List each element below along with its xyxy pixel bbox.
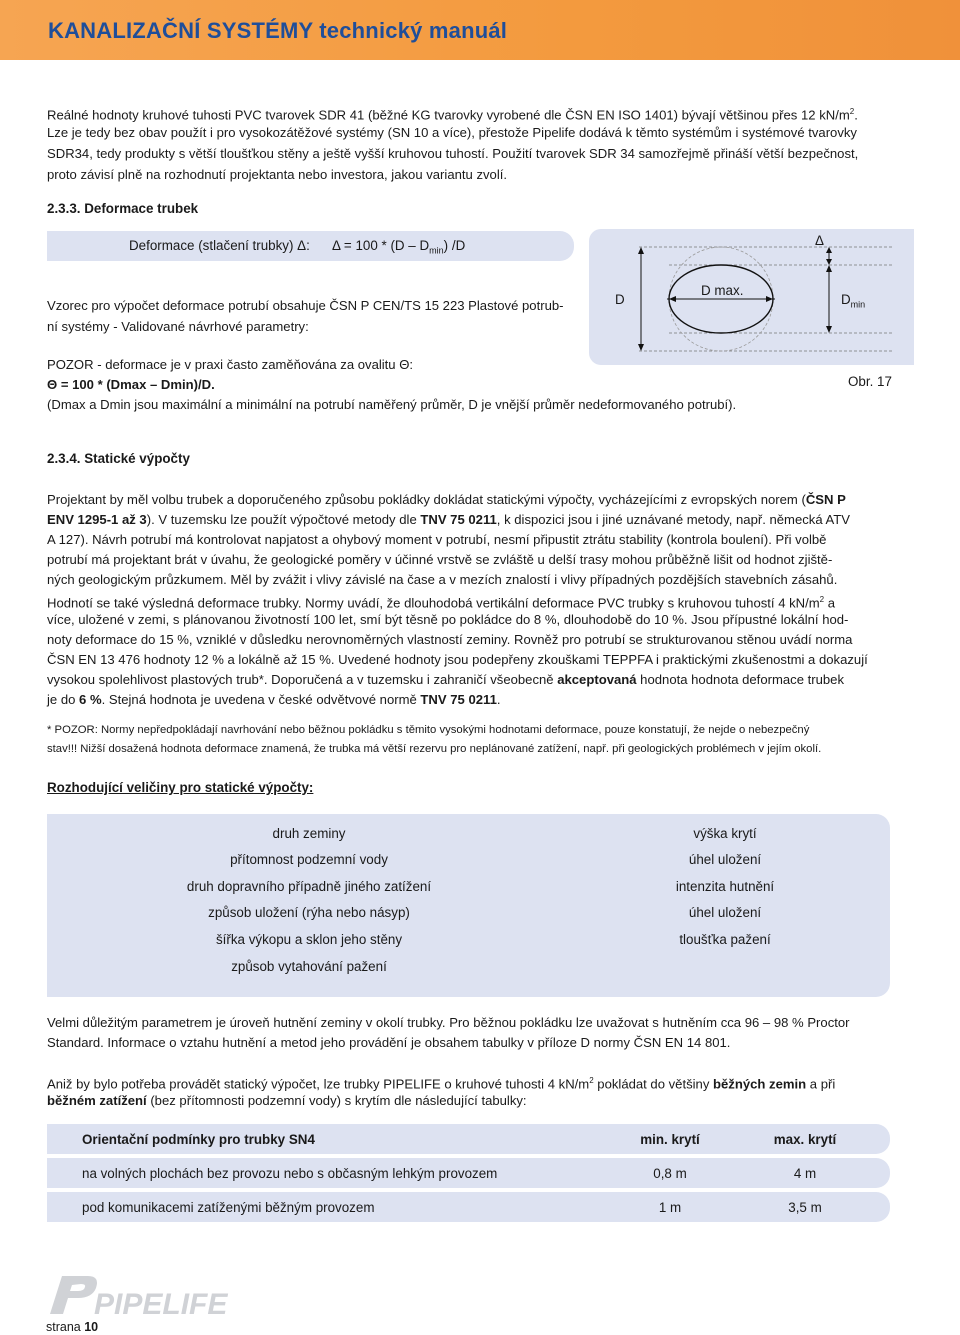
formula-expression: $\Delta = 100 * (D - D_{min})$ /D (332, 238, 466, 256)
delta-label: Δ (815, 233, 824, 248)
table-cell-conditions: pod komunikacemi zatíženými běžným provozem (82, 1200, 375, 1215)
table-cell-conditions: na volných plochách bez provozu nebo s občasným lehkým provozem (82, 1166, 498, 1181)
param-right-4: úhel uložení (688, 905, 762, 920)
param-left-1: druh zeminy (272, 826, 346, 841)
table-cell-max: 4 m (793, 1166, 817, 1181)
param-right-5: tloušťka pažení (679, 932, 771, 947)
intro-line-3: SDR34, tedy produkty s větší tloušťkou stěny a ještě vyšší kruhovou tuhostí. Použití tvarovek SDR 34 samozřejmě přináší větší bezpečnost, (47, 146, 859, 161)
table-header-row (47, 1124, 890, 1154)
intro-line-2: Lze je tedy bez obav použít i pro vysokozátěžové systémy (SN 10 a více), přestože Pipelife dodává k těmto systémům i systémové tvarovky (47, 125, 857, 140)
page-number: strana 10 (46, 1320, 99, 1334)
param-left-5: šířka výkopu a sklon jeho stěny (215, 932, 403, 947)
pipe-deformation-diagram (589, 229, 914, 365)
dmax-label: D max. (701, 283, 744, 298)
formula-label: Deformace (stlačení trubky) Δ: (129, 238, 310, 253)
p1-line-5: ných geologickým průzkumem. Měl by zvážit i vlivy závislé na čase a v mezích znalostí i vlivy případných pozdějších stavebních zásahů. (47, 572, 838, 587)
cover-table (47, 1124, 890, 1226)
p1-line-1: Projektant by měl volbu trubek a doporučeného způsobu pokládky dokládat statickými výpočty, vycházejícími z evropských norem (ČSN P (47, 492, 846, 507)
intro-line-4: proto závisí plně na rozhodnutí projektanta nebo investora, jakou variantu zvolí. (47, 167, 508, 182)
pozor-line-3: (Dmax a Dmin jsou maximální a minimální na potrubí naměřený průměr, D je vnější průměr nedeformovaného potrubí). (47, 397, 737, 412)
pipelife-logo (44, 1270, 228, 1323)
dmin-label: $D_{min}$ (841, 292, 866, 310)
table-header-min: min. krytí (640, 1132, 700, 1147)
param-right-1: výška krytí (693, 826, 757, 841)
footnote (47, 721, 913, 759)
p2-line-2: Standard. Informace o vztahu hutnění a metod jeho provádění je obsahem tabulky v příloze D normy ČSN EN 14 801. (47, 1035, 731, 1050)
p1-line-7: více, uložené v zemi, s plánovanou životností 100 let, smí být těsně po pokládce do 8 %, dlouhodobě do 10 %. Jsou přípustné lokální hod- (47, 612, 849, 627)
table-header-conditions: Orientační podmínky pro trubky SN4 (82, 1132, 315, 1147)
p1-line-9: ČSN EN 13 476 hodnoty 12 % a lokálně až 15 %. Uvedené hodnoty jsou podepřeny zkouškami TEPPFA i praktickými zkušenostmi a dokazují (47, 652, 868, 667)
section-heading-233: 2.3.3. Deformace trubek (47, 201, 199, 216)
table-header-max: max. krytí (773, 1132, 837, 1147)
p1-line-8: noty deformace do 15 %, vzniklé v důsledku nerovnoměrných vlastností zeminy. Rovněž pro potrubí se strukturovanou stěnou uvádí norma (47, 632, 853, 647)
pozor-line-1: POZOR - deformace je v praxi často zaměňována za ovalitu Θ: (47, 357, 414, 372)
table-cell-max: 3,5 m (788, 1200, 822, 1215)
pozor-line-2: Θ = 100 * (Dmax – Dmin)/D. (47, 377, 215, 392)
rozhodujici-heading: Rozhodující veličiny pro statické výpočty: (47, 780, 314, 795)
p1-line-4: potrubí má projektant brát v úvahu, že geologické poměry v účinné vrstvě se zvláště u delší trasy mohou průběžně lišit od hodnot zjiště- (47, 552, 833, 567)
param-left-2: přítomnost podzemní vody (230, 852, 388, 867)
param-left-6: způsob vytahování pažení (231, 959, 387, 974)
p1-line-11: je do 6 %. Stejná hodnota je uvedena v české odvětvové normě TNV 75 0211. (47, 692, 501, 707)
p1-line-6: Hodnotí se také výsledná deformace trubky. Normy uvádí, že dlouhodobá vertikální deformace PVC trubky s kruhovou tuhostí 4 $kN/m^2$ a (47, 595, 836, 611)
param-right-3: intenzita hutnění (675, 879, 775, 894)
vzorec-line-1: Vzorec pro výpočet deformace potrubí obsahuje ČSN P CEN/TS 15 223 Plastové potrub- (47, 298, 564, 313)
p2-line-1: Velmi důležitým parametrem je úroveň hutnění zeminy v okolí trubky. Pro běžnou pokládku lze uvažovat s hutněním cca 96 – 98 % Proctor (47, 1015, 850, 1030)
footnote-line-2: stav!!! Nižší dosažená hodnota deformace znamená, že trubka má větší rezervu pro neplánované zatížení, např. při geologických problémech v jejím okolí. (47, 743, 822, 755)
p1-line-10: vysokou spolehlivost plastových trub*. Doporučená a v tuzemsku i zahraničí všeobecně akceptovaná hodnota hodnota deformace trubek (47, 672, 845, 687)
footnote-line-1: * POZOR: Normy nepředpokládají navrhování nebo běžnou pokládku s těmito vysokými hodnotami deformace, pouze konstatují, že nejde o nebezpečný (47, 724, 810, 736)
d-label: D (615, 292, 625, 307)
table-row (47, 1158, 890, 1188)
document-title: KANALIZAČNÍ SYSTÉMY technický manuál (48, 18, 508, 43)
table-cell-min: 0,8 m (653, 1166, 687, 1181)
p3-line-1: Aniž by bylo potřeba provádět statický výpočet, lze trubky PIPELIFE o kruhové tuhosti 4 $kN/m^2$ pokládat do většiny běžných zemin a při (47, 1076, 836, 1092)
deformation-figure (589, 229, 914, 365)
pipelife-logo-mark (44, 1270, 228, 1321)
logo-text: PIPELIFE (94, 1288, 228, 1321)
param-left-3: druh dopravního případně jiného zatížení (186, 879, 432, 894)
table-cell-min: 1 m (658, 1200, 682, 1215)
intro-line-1: Reálné hodnoty kruhové tuhosti PVC tvarovek SDR 41 (běžné KG tvarovky vyrobené dle ČSN EN ISO 1401) bývají většinou přes 12 $kN/m^2$. (47, 107, 858, 123)
p1-line-2: ENV 1295-1 až 3). V tuzemsku lze použít výpočtové metody dle TNV 75 0211, k dispozici jsou i jiné uznávané metody, např. německá ATV (47, 512, 851, 527)
p1-line-3: A 127). Návrh potrubí má kontrolovat napjatost a ohybový moment v potrubí, nesmí připustit ztrátu stability (kontrola boulení). Při volbě (47, 532, 827, 547)
deformation-formula-box (47, 231, 574, 261)
param-left-4: způsob uložení (rýha nebo násyp) (208, 905, 410, 920)
param-right-2: úhel uložení (688, 852, 762, 867)
vzorec-line-2: ní systémy - Validované návrhové parametry: (47, 319, 309, 334)
table-row (47, 1192, 890, 1222)
parameters-box (47, 814, 890, 997)
p3-line-2: běžném zatížení (bez přítomnosti podzemní vody) s krytím dle následující tabulky: (47, 1093, 527, 1108)
figure-caption: Obr. 17 (848, 374, 892, 389)
section-heading-234: 2.3.4. Statické výpočty (47, 451, 190, 466)
